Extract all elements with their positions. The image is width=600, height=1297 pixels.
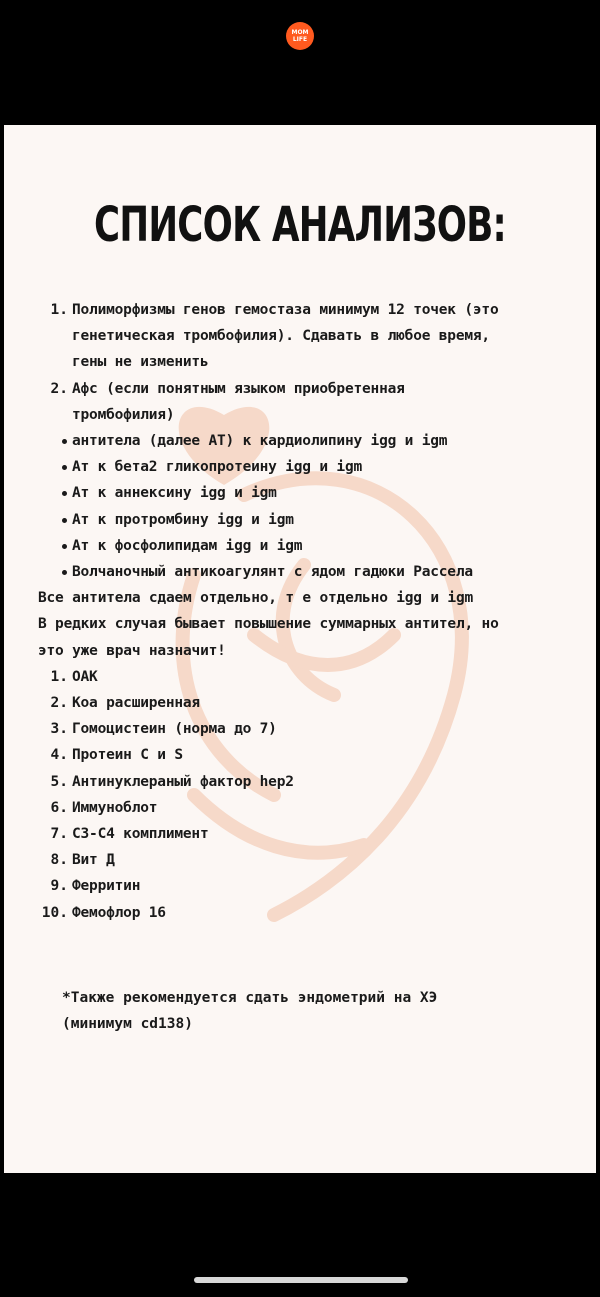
document-card [4,125,596,1173]
list-item-text: Вит Д [72,852,115,869]
list-item-text: Полиморфизмы генов гемостаза минимум 12 точек (это [72,302,499,318]
list-item-text: Ферритин [72,878,141,895]
list-number: 5. [50,773,68,790]
list-item-text: Афс (если понятным языком приобретенная [72,380,405,397]
bullet-icon [62,459,70,467]
list-item-continuation: генетическая тромбофилия). Сдавать в любое время, [72,328,490,345]
list-number: 8. [50,852,68,869]
list-item-text: ОАК [72,668,98,685]
list-number: 2. [50,695,68,711]
logo-text-line2: LIFE [292,36,308,43]
note-text: это уже врач назначит! [38,642,226,659]
list-item-text: Иммуноблот [72,799,158,816]
list-item-text: Фемофлор 16 [72,904,166,921]
note-text: Все антитела сдаем отдельно, т е отдельно igg и igm [38,590,474,607]
list-item-text: Гомоцистеин (норма до 7) [72,721,277,738]
list-number: 9. [50,878,68,895]
home-indicator[interactable] [194,1277,408,1283]
list-number: 2. [50,380,68,397]
logo-text-line1: MOM [291,29,309,36]
list-number: 10. [41,904,68,921]
momlife-logo [286,22,314,50]
list-number: 1. [50,668,68,685]
note-text: В редких случая бывает повышение суммарных антител, но [38,616,499,633]
bullet-item-text: антитела (далее АТ) к кардиолипину igg и igm [72,433,448,449]
list-item-text: C3-C4 комплимент [72,826,209,842]
page-title: СПИСОК АНАЛИЗОВ: [94,197,506,253]
bullet-icon [62,512,70,520]
bullet-item-text: Ат к фосфолипидам igg и igm [72,537,303,554]
bullet-icon [62,538,70,546]
bullet-item-text: Ат к бета2 гликопротеину igg и igm [72,459,363,476]
list-item-text: Коа расширенная [72,695,200,711]
bullet-icon [62,485,70,493]
bullet-item-text: Ат к аннексину igg и igm [72,485,277,502]
list-number: 3. [50,721,68,738]
bullet-icon [62,564,70,572]
list-item-text: Протеин C и S [72,747,183,764]
bullet-item-text: Волчаночный антикоагулянт с ядом гадюки Рассела [72,564,473,580]
list-item-continuation: тромбофилия) [72,406,175,423]
bullet-item-text: Ат к протромбину igg и igm [72,511,294,528]
list-item-text: Антинуклераный фактор hep2 [72,773,294,790]
list-number: 6. [50,799,68,816]
list-number: 4. [50,747,68,764]
list-number: 7. [50,826,68,842]
footnote [62,985,437,1037]
bullet-icon [62,433,70,441]
footnote-line-1: *Также рекомендуется сдать эндометрий на ХЭ [62,990,438,1006]
footnote-line-2: (минимум cd138) [62,1016,193,1032]
list-item-continuation: гены не изменить [72,354,209,371]
list-number: 1. [50,302,68,318]
